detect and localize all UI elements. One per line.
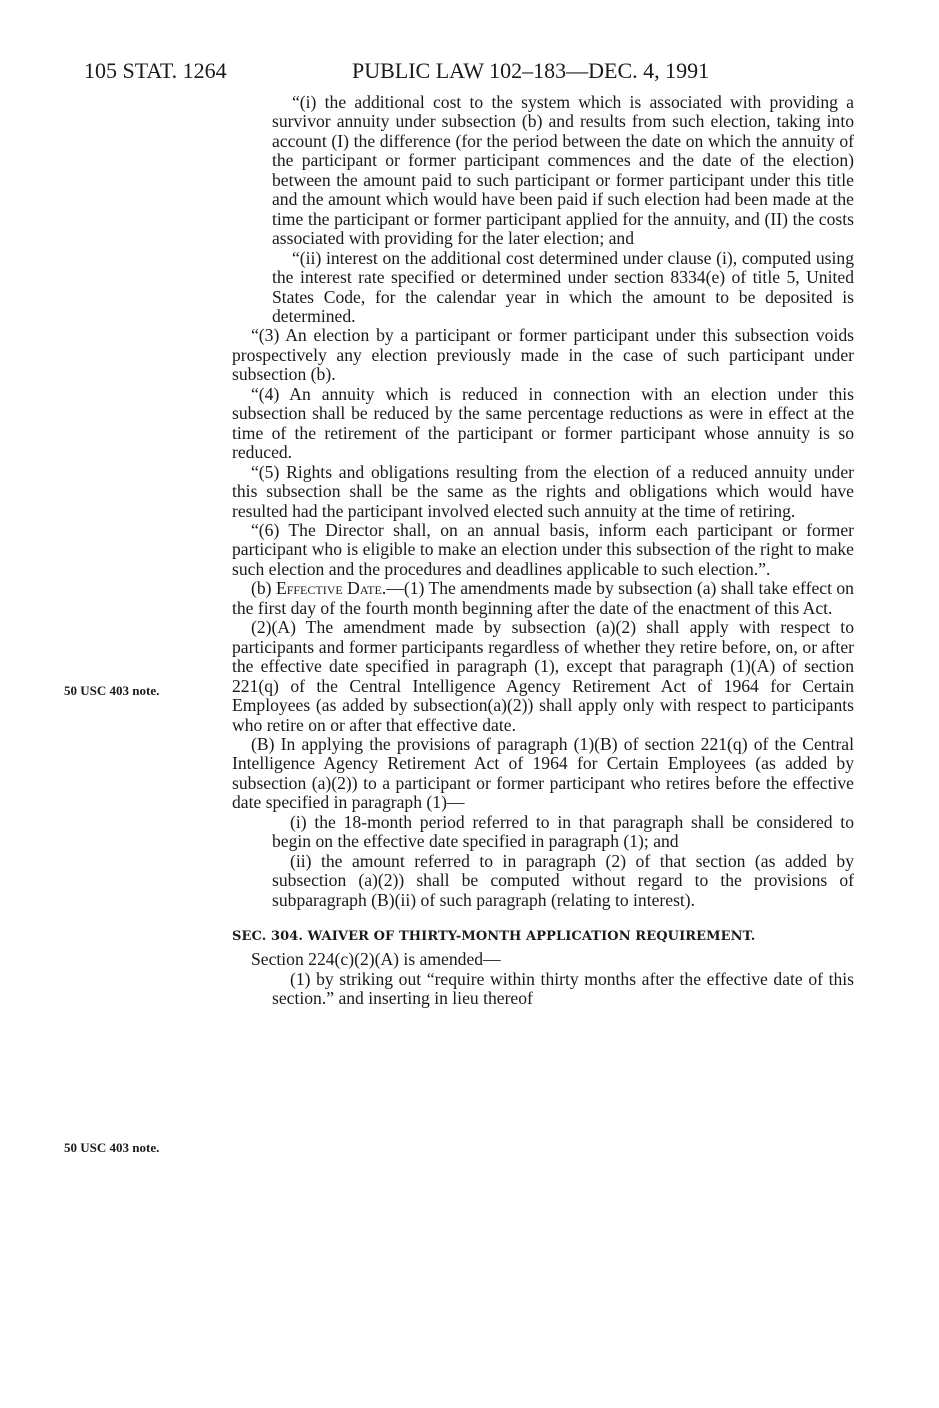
subsection-b-effective-date bbox=[232, 579, 854, 618]
paragraph-6: “(6) The Director shall, on an annual basis, inform each participant or former participant who is eligible to make an election under this subsection of the right to make such election and the procedures and deadlines applicable to such election.”. bbox=[232, 519, 854, 579]
effective-date-heading: Effective Date bbox=[275, 578, 382, 599]
paragraph-3: “(3) An election by a participant or former participant under this subsection voids prospectively any election previously made in the case of such participant under subsection (b). bbox=[232, 325, 854, 385]
margin-note-usc: 50 USC 403 note. bbox=[64, 1140, 160, 1155]
subsection-b-label: (b) bbox=[251, 578, 276, 599]
paragraph-2b-i: (i) the 18-month period referred to in that paragraph shall be considered to begin on the effective date specified in paragraph (1); and bbox=[272, 811, 854, 852]
section-304-heading: SEC. 304. WAIVER OF THIRTY-MONTH APPLICATION REQUIREMENT. bbox=[232, 929, 756, 945]
section-304-intro: Section 224(c)(2)(A) is amended— bbox=[251, 949, 501, 970]
paragraph-2a: (2)(A) The amendment made by subsection (a)(2) shall apply with respect to participants and former participants regardless of whether they retire before, on, or after the effective date specified in paragraph (1), except that paragraph (1)(A) of section 221(q) of the Central Intelligence Agency Retirement Act of 1964 for Certain Employees (as added by subsection(a)(2)) shall apply only with respect to participants who retire on or after that effective date. bbox=[232, 617, 854, 735]
page-header bbox=[0, 56, 939, 86]
paragraph-4: “(4) An annuity which is reduced in connection with an election under this subsection shall be reduced by the same percentage reductions as were in effect at the time of the retirement of the participant or former participant whose annuity is so reduced. bbox=[232, 383, 854, 463]
margin-note-usc: 50 USC 403 note. bbox=[64, 683, 160, 698]
public-law-citation: PUBLIC LAW 102–183—DEC. 4, 1991 bbox=[352, 58, 710, 83]
stat-page-number: 105 STAT. 1264 bbox=[84, 58, 227, 83]
document-body bbox=[232, 93, 854, 1009]
paragraph-2b-ii: (ii) the amount referred to in paragraph (2) of that section (as added by subsection (a)(2)) shall be computed without regard to the provisions of subparagraph (B)(ii) of such paragraph (relating to interest). bbox=[272, 850, 854, 910]
subsection-b-text: .—(1) The amendments made by subsection (a) shall take effect on the first day of the fourth month beginning after the date of the enactment of this Act. bbox=[232, 578, 854, 618]
clause-i: “(i) the additional cost to the system which is associated with providing a survivor annuity under subsection (b) and results from such election, taking into account (I) the difference (for the period between the date on which the annuity of the participant or former participant commences and the date of the election) between the amount paid to such participant or former participant under this title and the amount which would have been paid if such election had been made at the time the participant or former participant applied for the annuity, and (II) the costs associated with providing for the later election; and bbox=[272, 92, 854, 249]
paragraph-2b: (B) In applying the provisions of paragraph (1)(B) of section 221(q) of the Central Intelligence Agency Retirement Act of 1964 for Certain Employees (as added by subsection (a)(2)) to a participant or former participant who retires before the effective date specified in paragraph (1)— bbox=[232, 733, 854, 813]
clause-ii: “(ii) interest on the additional cost determined under clause (i), computed using the interest rate specified or determined under section 8334(e) of title 5, United States Code, for the calendar year in which the amount to be deposited is determined. bbox=[272, 247, 854, 326]
section-304-item-1: (1) by striking out “require within thirty months after the effective date of this section.” and inserting in lieu thereof bbox=[272, 968, 854, 1009]
paragraph-5: “(5) Rights and obligations resulting from the election of a reduced annuity under this subsection shall be the same as the rights and obligations which would have resulted had the participant involved elected such annuity at the time of retiring. bbox=[232, 461, 854, 521]
